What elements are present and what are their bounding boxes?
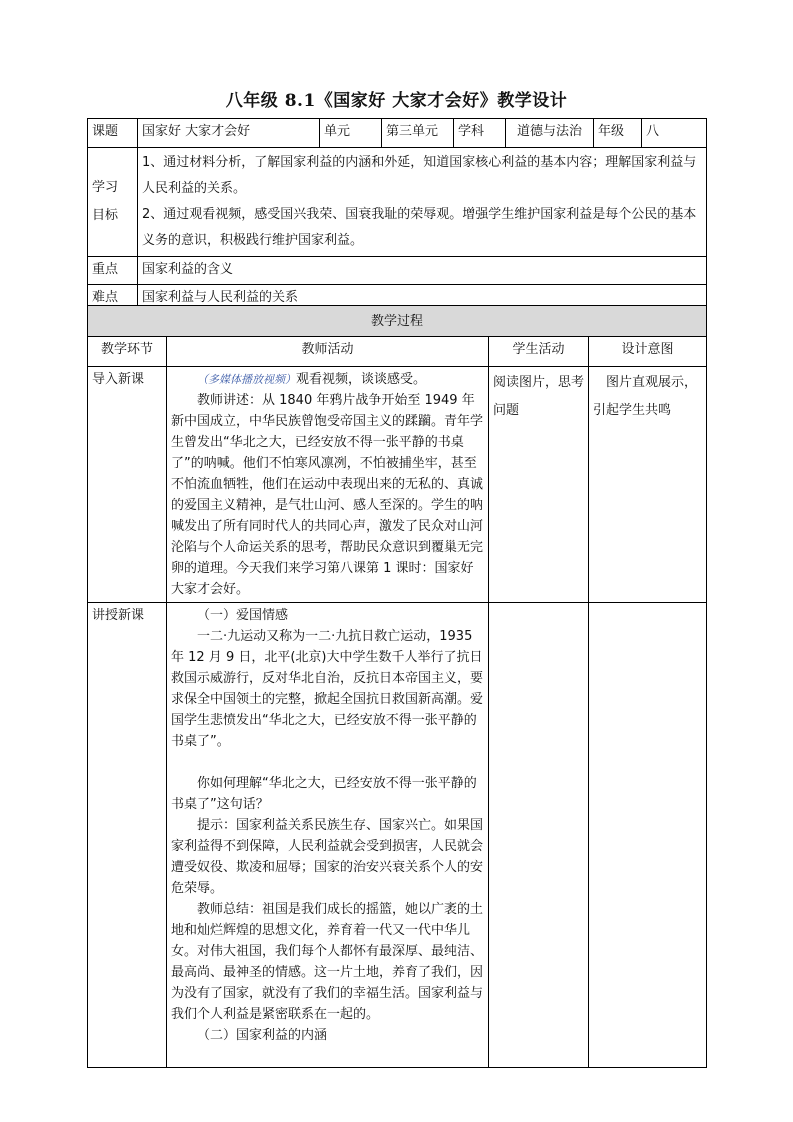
media-text: 观看视频，谈谈感受。 <box>296 372 427 387</box>
topic-label: 课题 <box>88 119 138 148</box>
intent-cell: 图片直观展示，引起学生共鸣 <box>589 367 707 603</box>
col-teacher: 教师活动 <box>167 337 489 367</box>
difficulty-label: 难点 <box>88 285 138 315</box>
difficulty-text: 国家利益与人民利益的关系 <box>138 285 707 315</box>
subject-label: 学科 <box>454 119 506 148</box>
grade-label: 年级 <box>594 119 642 148</box>
section-heading: （一）爱国情感 <box>197 608 289 623</box>
process-table <box>87 305 707 1068</box>
teacher-cell <box>167 367 489 603</box>
media-note: （多媒体播放视频） <box>197 373 296 386</box>
grade-value: 八 <box>642 119 707 148</box>
unit-label: 单元 <box>320 119 382 148</box>
intro-paragraph: 教师讲述：从 1840 年鸦片战争开始至 1949 年新中国成立，中华民族曾饱受帝国主义的蹂躏。青年学生曾发出“华北之大，已经安放不得一张平静的书桌了”的呐喊。他们不怕寒风凛冽，不怕被捕坐牢，甚至不怕流血牺牲，他们在运动中表现出来的无私的、真诚的爱国主义精神，是气壮山河、感人至深的。学生的呐喊发出了所有同时代人的共同心声，激发了民众对山河沦陷与个人命运关系的思考，帮助民众意识到覆巢无完卵的道理。今天我们来学习第八课第 1 课时：国家好 大家才会好。 <box>171 393 484 597</box>
spacer <box>171 752 484 773</box>
process-header: 教学过程 <box>88 306 707 337</box>
new-lesson-row <box>88 603 707 1068</box>
unit-value: 第三单元 <box>382 119 454 148</box>
column-header-row <box>88 337 707 367</box>
goals-label: 学习 目标 <box>88 148 138 257</box>
key-point-label: 重点 <box>88 257 138 285</box>
student-cell <box>489 603 589 1068</box>
document-title: 八年级 8.1《国家好 大家才会好》教学设计 <box>225 91 568 111</box>
key-point-row <box>88 257 707 285</box>
goals-row <box>88 148 707 257</box>
lesson-question: 你如何理解“华北之大，已经安放不得一张平静的书桌了”这句话？ <box>171 776 477 812</box>
goal-item: 1、通过材料分析，了解国家利益的内涵和外延，知道国家核心利益的基本内容；理解国家利益与人民利益的关系。 <box>142 155 697 196</box>
topic-value: 国家好 大家才会好 <box>138 119 320 148</box>
key-point-text: 国家利益的含义 <box>138 257 707 285</box>
media-line <box>171 369 484 390</box>
subject-value: 道德与法治 <box>506 119 594 148</box>
col-student: 学生活动 <box>489 337 589 367</box>
col-intent: 设计意图 <box>589 337 707 367</box>
col-stage: 教学环节 <box>88 337 167 367</box>
teacher-cell <box>167 603 489 1068</box>
intent-cell <box>589 603 707 1068</box>
goal-item: 2、通过观看视频，感受国兴我荣、国衰我耻的荣辱观。增强学生维护国家利益是每个公民的基本义务的意识，积极践行维护国家利益。 <box>142 207 697 248</box>
process-header-row <box>88 306 707 337</box>
info-table <box>87 118 707 315</box>
stage-cell: 导入新课 <box>88 367 167 603</box>
info-row <box>88 119 707 148</box>
intro-row <box>88 367 707 603</box>
stage-cell: 讲授新课 <box>88 603 167 1068</box>
section-heading: （二）国家利益的内涵 <box>197 1028 328 1043</box>
student-cell: 阅读图片，思考问题 <box>489 367 589 603</box>
lesson-summary: 教师总结：祖国是我们成长的摇篮，她以广袤的土地和灿烂辉煌的思想文化，养育着一代又一代中华儿女。对伟大祖国，我们每个人都怀有最深厚、最纯洁、最高尚、最神圣的情感。这一片土地，养育了我们，因为没有了国家，就没有了我们的幸福生活。国家利益与我们个人利益是紧密联系在一起的。 <box>171 902 484 1022</box>
lesson-hint: 提示：国家利益关系民族生存、国家兴亡。如果国家利益得不到保障，人民利益就会受到损害，人民就会遭受奴役、欺凌和屈辱；国家的治安兴衰关系个人的安危荣辱。 <box>171 818 484 896</box>
goals-content <box>138 148 707 257</box>
lesson-paragraph: 一二·九运动又称为一二·九抗日救亡运动，1935 年 12 月 9 日，北平(北京)大中学生数千人举行了抗日救国示威游行，反对华北自治，反抗日本帝国主义，要求保全中国领土的完整，掀起全国抗日救国新高潮。爱国学生悲愤发出“华北之大，已经安放不得一张平静的书桌了”。 <box>171 629 484 749</box>
